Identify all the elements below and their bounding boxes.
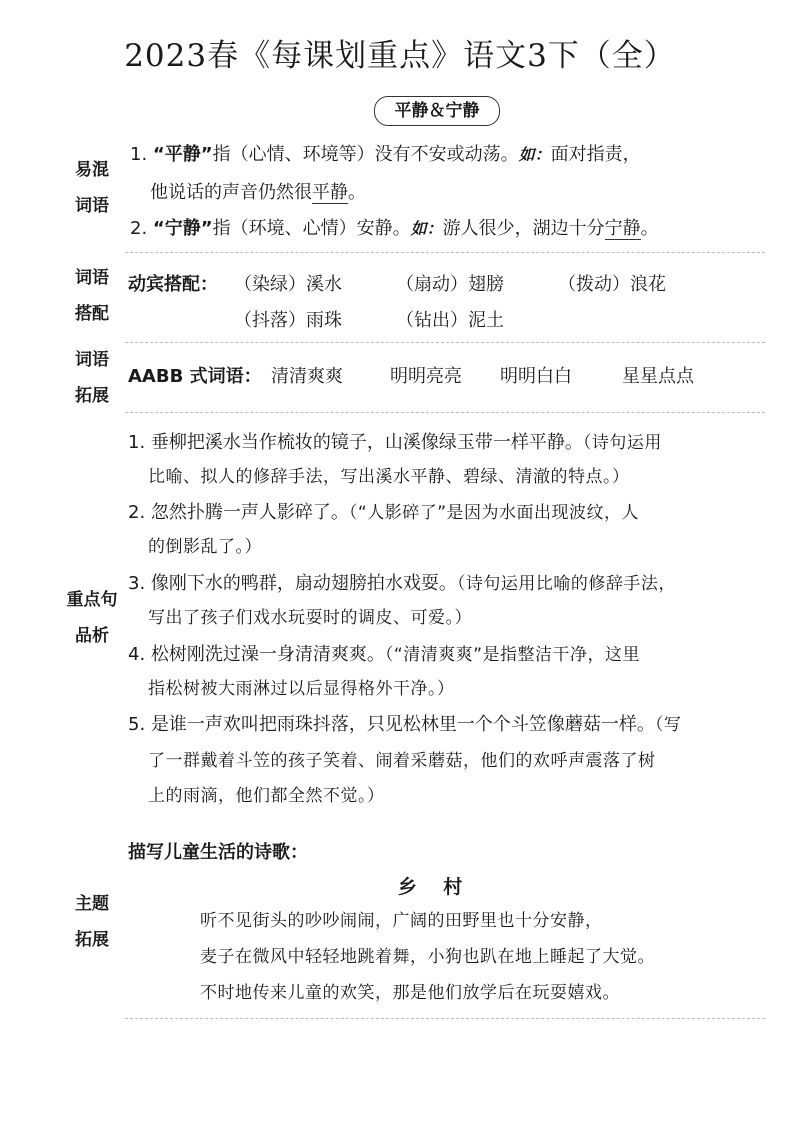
sentence-4: 4. 松树刚洗过澡一身清清爽爽。（“清清爽爽”是指整洁干净，这里 [128,644,641,665]
page-title: 2023春《每课划重点》语文3下（全） [124,38,676,74]
confusing-item-2: 2. “宁静”指（环境、心情）安静。如：游人很少，湖边十分宁静。 [130,218,659,239]
section-label-key-sentences: 重点句 品析 [66,590,118,646]
divider [125,342,765,343]
section-label-confusing: 易混 词语 [75,160,109,216]
sentence-3: 3. 像刚下水的鸭群，扇动翅膀拍水戏耍。（诗句运用比喻的修辞手法， [128,573,676,594]
confusing-item-1: 1. “平静”指（心情、环境等）没有不安或动荡。如：面对指责， [130,144,641,165]
sentence-5-note-2: 上的雨滴，他们都全然不觉。） [148,786,385,806]
section-label-collocation: 词语 搭配 [75,268,109,324]
divider [125,412,765,413]
sentence-5-note: 了一群戴着斗笠的孩子笑着、闹着采蘑菇，他们的欢呼声震落了树 [148,751,656,771]
sentence-5: 5. 是谁一声欢叫把雨珠抖落，只见松林里一个个斗笠像蘑菇一样。（写 [128,714,682,735]
poem-line-1: 听不见街头的吵吵闹闹，广阔的田野里也十分安静， [200,911,603,931]
sentence-3-note: 写出了孩子们戏水玩耍时的调皮、可爱。） [148,608,472,628]
poem-title: 乡 村 [397,876,473,898]
sentence-4-note: 指松树被大雨淋过以后显得格外干净。） [148,679,455,699]
sentence-1-note: 比喻、拟人的修辞手法，写出溪水平静、碧绿、清澈的特点。） [148,467,630,487]
topic-pill: 平静＆宁静 [374,96,500,126]
divider [125,1018,765,1019]
poem-line-2: 麦子在微风中轻轻地跳着舞，小狗也趴在地上睡起了大觉。 [200,947,655,967]
sentence-2: 2. 忽然扑腾一声人影碎了。（“人影碎了”是因为水面出现波纹，人 [128,502,640,523]
sentence-2-note: 的倒影乱了。） [148,537,262,557]
collocation-row-1: 动宾搭配： （染绿）溪水 （扇动）翅膀 （拨动）浪花 [128,274,666,295]
theme-heading: 描写儿童生活的诗歌： [128,842,308,863]
aabb-words: AABB 式词语： 清清爽爽 明明亮亮 明明白白 星星点点 [128,366,694,387]
divider [125,252,765,253]
example-mark: 如： [518,145,551,164]
sentence-1: 1. 垂柳把溪水当作梳妆的镜子，山溪像绿玉带一样平静。（诗句运用 [128,432,662,453]
confusing-item-1-line2: 他说话的声音仍然很平静。 [150,182,366,203]
section-label-theme: 主题 拓展 [75,894,109,950]
section-label-expansion: 词语 拓展 [75,350,109,406]
poem-line-3: 不时地传来儿童的欢笑，那是他们放学后在玩耍嬉戏。 [200,983,620,1003]
